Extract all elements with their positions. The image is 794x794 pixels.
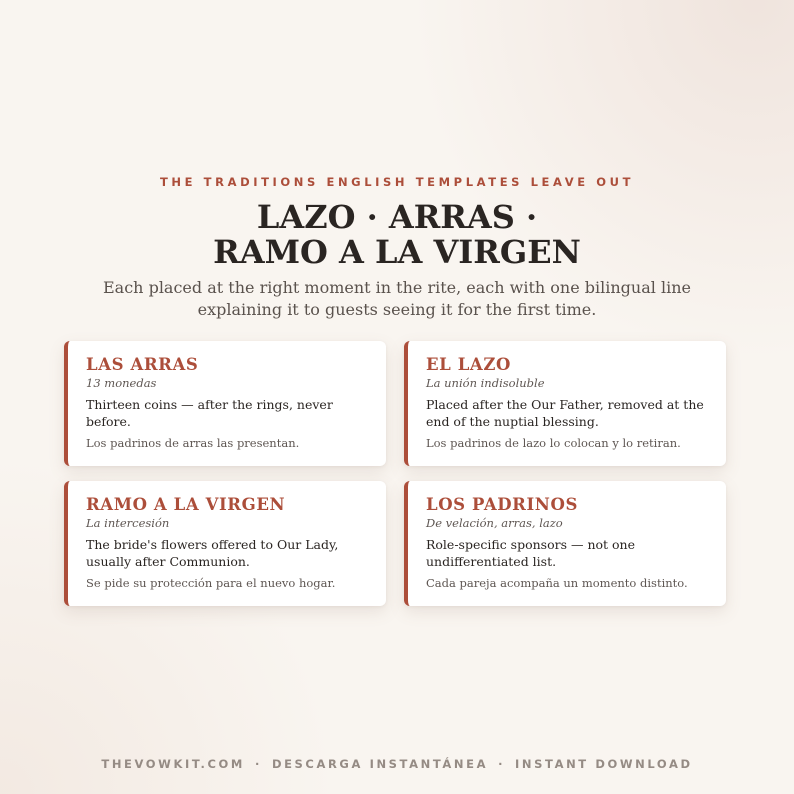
card-subtitle: De velación, arras, lazo xyxy=(426,516,563,530)
card-note: Cada pareja acompaña un momento distinto. xyxy=(426,576,688,590)
footer-site: THEVOWKIT.COM xyxy=(101,757,245,771)
page-title-line-2: RAMO A LA VIRGEN xyxy=(213,233,581,271)
footer xyxy=(0,757,794,771)
card-subtitle: 13 monedas xyxy=(86,376,157,390)
card-ramo-a-la-virgen xyxy=(64,481,386,606)
footer-separator: · xyxy=(254,757,262,771)
card-subtitle: La intercesión xyxy=(86,516,170,530)
footer-label-en: INSTANT DOWNLOAD xyxy=(515,757,693,771)
page-title-line-1: LAZO · ARRAS · xyxy=(256,198,538,236)
card-title: LAS ARRAS xyxy=(86,355,199,374)
eyebrow-tagline: THE TRADITIONS ENGLISH TEMPLATES LEAVE OUT xyxy=(159,175,635,189)
card-note: Los padrinos de lazo lo colocan y lo retiran. xyxy=(426,436,681,450)
card-el-lazo xyxy=(404,341,726,466)
card-note: Se pide su protección para el nuevo hogar. xyxy=(86,576,336,590)
card-los-padrinos xyxy=(404,481,726,606)
card-subtitle: La unión indisoluble xyxy=(426,376,545,390)
card-las-arras xyxy=(64,341,386,466)
card-note: Los padrinos de arras las presentan. xyxy=(86,436,300,450)
page-title xyxy=(0,200,794,270)
card-title: RAMO A LA VIRGEN xyxy=(86,495,286,514)
card-description: Thirteen coins — after the rings, never before. xyxy=(86,397,333,429)
page-subtitle: Each placed at the right moment in the rite, each with one bilingual line explaining it to guests seeing it for the first time. xyxy=(103,278,691,319)
footer-separator: · xyxy=(498,757,506,771)
card-title: EL LAZO xyxy=(426,355,511,374)
card-title: LOS PADRINOS xyxy=(426,495,578,514)
card-description: Role-specific sponsors — not one undifferentiated list. xyxy=(426,537,635,569)
card-description: Placed after the Our Father, removed at the end of the nuptial blessing. xyxy=(426,397,704,429)
footer-label-es: DESCARGA INSTANTÁNEA xyxy=(271,757,489,771)
card-description: The bride's flowers offered to Our Lady, usually after Communion. xyxy=(86,537,339,569)
